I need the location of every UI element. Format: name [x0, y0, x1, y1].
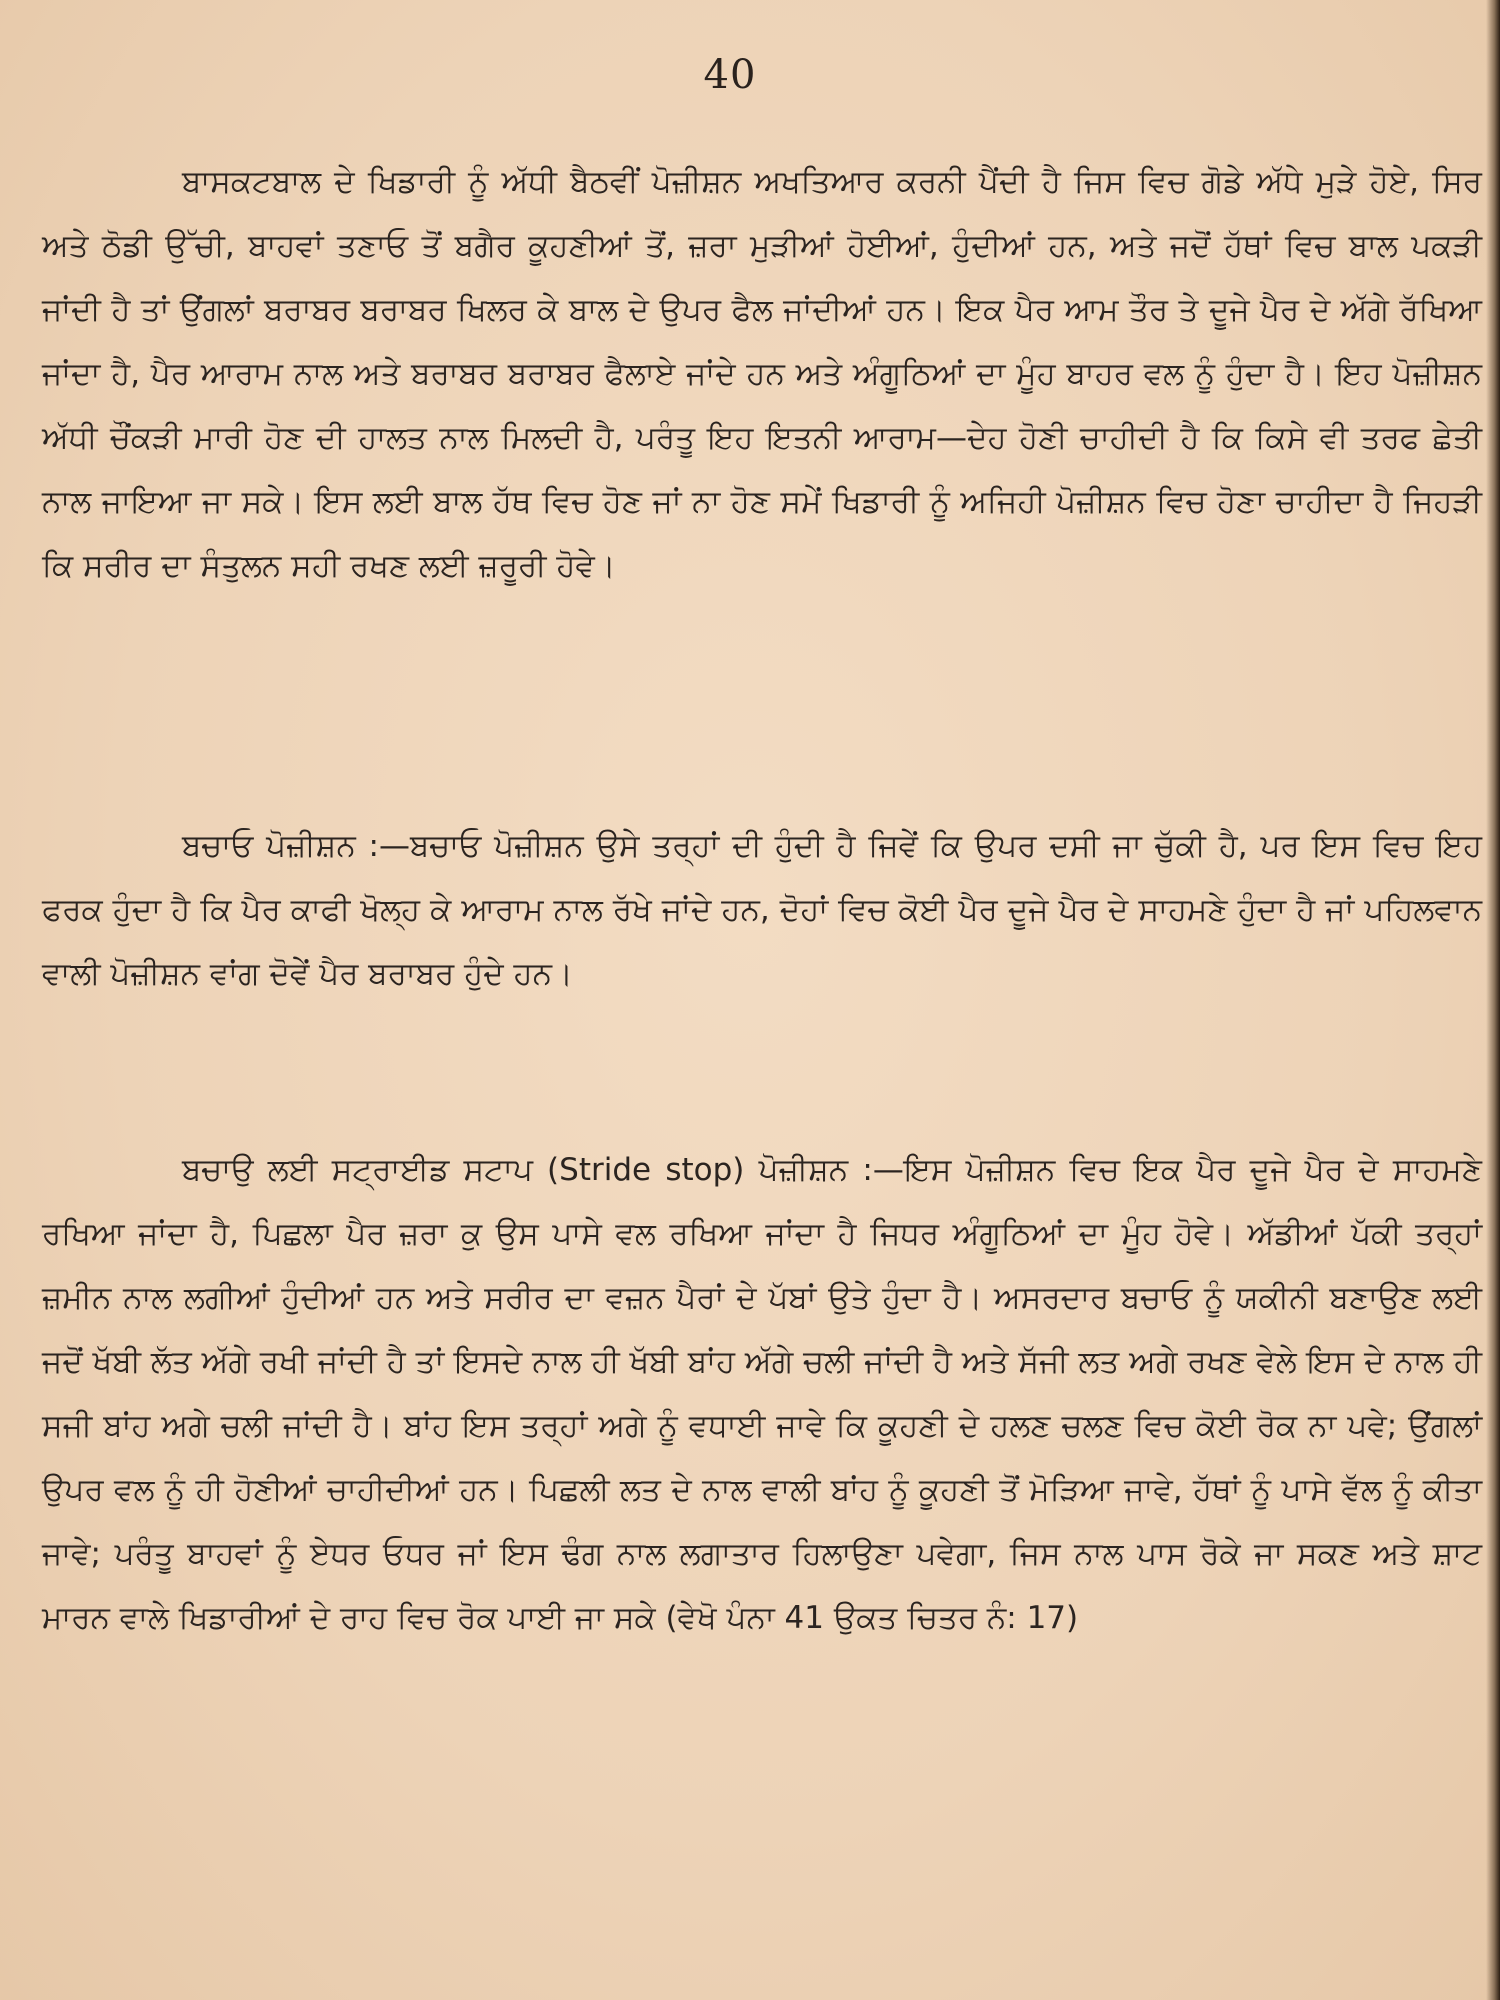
paragraph-text: ਬਾਸਕਟਬਾਲ ਦੇ ਖਿਡਾਰੀ ਨੂੰ ਅੱਧੀ ਬੈਠਵੀਂ ਪੋਜ਼ੀਸ਼ਨ ਅਖਤਿਆਰ ਕਰਨੀ ਪੈਂਦੀ ਹੈ ਜਿਸ ਵਿਚ ਗੋਡੇ ਅੱਧੇ ਮੁੜੇ ਹੋਏ, ਸਿਰ ਅਤੇ ਠੋਡੀ ਉੱਚੀ, ਬਾਹਵਾਂ ਤਣਾਓ ਤੋਂ ਬਗੈਰ ਕੂਹਣੀਆਂ ਤੋਂ, ਜ਼ਰਾ ਮੁੜੀਆਂ ਹੋਈਆਂ, ਹੁੰਦੀਆਂ ਹਨ, ਅਤੇ ਜਦੋਂ ਹੱਥਾਂ ਵਿਚ ਬਾਲ ਪਕੜੀ ਜਾਂਦੀ ਹੈ ਤਾਂ ਉਂਗਲਾਂ ਬਰਾਬਰ ਬਰਾਬਰ ਖਿਲਰ ਕੇ ਬਾਲ ਦੇ ਉਪਰ ਫੈਲ ਜਾਂਦੀਆਂ ਹਨ। ਇਕ ਪੈਰ ਆਮ ਤੌਰ ਤੇ ਦੂਜੇ ਪੈਰ ਦੇ ਅੱਗੇ ਰੱਖਿਆ ਜਾਂਦਾ ਹੈ, ਪੈਰ ਆਰਾਮ ਨਾਲ ਅਤੇ ਬਰਾਬਰ ਬਰਾਬਰ ਫੈਲਾਏ ਜਾਂਦੇ ਹਨ ਅਤੇ ਅੰਗੂਠਿਆਂ ਦਾ ਮੂੰਹ ਬਾਹਰ ਵਲ ਨੂੰ ਹੁੰਦਾ ਹੈ। ਇਹ ਪੋਜ਼ੀਸ਼ਨ ਅੱਧੀ ਚੌਂਕੜੀ ਮਾਰੀ ਹੋਣ ਦੀ ਹਾਲਤ ਨਾਲ ਮਿਲਦੀ ਹੈ, ਪਰੰਤੂ ਇਹ ਇਤਨੀ ਆਰਾਮ—ਦੇਹ ਹੋਣੀ ਚਾਹੀਦੀ ਹੈ ਕਿ ਕਿਸੇ ਵੀ ਤਰਫ ਛੇਤੀ ਨਾਲ ਜਾਇਆ ਜਾ ਸਕੇ। ਇਸ ਲਈ ਬਾਲ ਹੱਥ ਵਿਚ ਹੋਣ ਜਾਂ ਨਾ ਹੋਣ ਸਮੇਂ ਖਿਡਾਰੀ ਨੂੰ ਅਜਿਹੀ ਪੋਜ਼ੀਸ਼ਨ ਵਿਚ ਹੋਣਾ ਚਾਹੀਦਾ ਹੈ ਜਿਹੜੀ ਕਿ ਸਰੀਰ ਦਾ ਸੰਤੁਲਨ ਸਹੀ ਰਖਣ ਲਈ ਜ਼ਰੂਰੀ ਹੋਵੇ।: [42, 164, 1482, 584]
paragraph-basketball-stance: [42, 150, 1482, 598]
paragraph-text: ਬਚਾਓ ਪੋਜ਼ੀਸ਼ਨ :—ਬਚਾਓ ਪੋਜ਼ੀਸ਼ਨ ਉਸੇ ਤਰ੍ਹਾਂ ਦੀ ਹੁੰਦੀ ਹੈ ਜਿਵੇਂ ਕਿ ਉਪਰ ਦਸੀ ਜਾ ਚੁੱਕੀ ਹੈ, ਪਰ ਇਸ ਵਿਚ ਇਹ ਫਰਕ ਹੁੰਦਾ ਹੈ ਕਿ ਪੈਰ ਕਾਫੀ ਖੋਲ੍ਹ ਕੇ ਆਰਾਮ ਨਾਲ ਰੱਖੇ ਜਾਂਦੇ ਹਨ, ਦੋਹਾਂ ਵਿਚ ਕੋਈ ਪੈਰ ਦੂਜੇ ਪੈਰ ਦੇ ਸਾਹਮਣੇ ਹੁੰਦਾ ਹੈ ਜਾਂ ਪਹਿਲਵਾਨ ਵਾਲੀ ਪੋਜ਼ੀਸ਼ਨ ਵਾਂਗ ਦੋਵੇਂ ਪੈਰ ਬਰਾਬਰ ਹੁੰਦੇ ਹਨ।: [42, 828, 1482, 992]
paragraph-stride-stop: [42, 1138, 1482, 1650]
page-number: 40: [703, 52, 757, 98]
paragraph-defense-position: [42, 814, 1482, 1006]
paragraph-text: ਬਚਾਉ ਲਈ ਸਟ੍ਰਾਈਡ ਸਟਾਪ (Stride stop) ਪੋਜ਼ੀਸ਼ਨ :—ਇਸ ਪੋਜ਼ੀਸ਼ਨ ਵਿਚ ਇਕ ਪੈਰ ਦੂਜੇ ਪੈਰ ਦੇ ਸਾਹਮਣੇ ਰਖਿਆ ਜਾਂਦਾ ਹੈ, ਪਿਛਲਾ ਪੈਰ ਜ਼ਰਾ ਕੁ ਉਸ ਪਾਸੇ ਵਲ ਰਖਿਆ ਜਾਂਦਾ ਹੈ ਜਿਧਰ ਅੰਗੂਠਿਆਂ ਦਾ ਮੂੰਹ ਹੋਵੇ। ਅੱਡੀਆਂ ਪੱਕੀ ਤਰ੍ਹਾਂ ਜ਼ਮੀਨ ਨਾਲ ਲਗੀਆਂ ਹੁੰਦੀਆਂ ਹਨ ਅਤੇ ਸਰੀਰ ਦਾ ਵਜ਼ਨ ਪੈਰਾਂ ਦੇ ਪੱਬਾਂ ਉਤੇ ਹੁੰਦਾ ਹੈ। ਅਸਰਦਾਰ ਬਚਾਓ ਨੂੰ ਯਕੀਨੀ ਬਣਾਉਣ ਲਈ ਜਦੋਂ ਖੱਬੀ ਲੱਤ ਅੱਗੇ ਰਖੀ ਜਾਂਦੀ ਹੈ ਤਾਂ ਇਸਦੇ ਨਾਲ ਹੀ ਖੱਬੀ ਬਾਂਹ ਅੱਗੇ ਚਲੀ ਜਾਂਦੀ ਹੈ ਅਤੇ ਸੱਜੀ ਲਤ ਅਗੇ ਰਖਣ ਵੇਲੇ ਇਸ ਦੇ ਨਾਲ ਹੀ ਸਜੀ ਬਾਂਹ ਅਗੇ ਚਲੀ ਜਾਂਦੀ ਹੈ। ਬਾਂਹ ਇਸ ਤਰ੍ਹਾਂ ਅਗੇ ਨੂੰ ਵਧਾਈ ਜਾਵੇ ਕਿ ਕੂਹਣੀ ਦੇ ਹਲਣ ਚਲਣ ਵਿਚ ਕੋਈ ਰੋਕ ਨਾ ਪਵੇ; ਉਂਗਲਾਂ ਉਪਰ ਵਲ ਨੂੰ ਹੀ ਹੋਣੀਆਂ ਚਾਹੀਦੀਆਂ ਹਨ। ਪਿਛਲੀ ਲਤ ਦੇ ਨਾਲ ਵਾਲੀ ਬਾਂਹ ਨੂੰ ਕੂਹਣੀ ਤੋਂ ਮੋੜਿਆ ਜਾਵੇ, ਹੱਥਾਂ ਨੂੰ ਪਾਸੇ ਵੱਲ ਨੂੰ ਕੀਤਾ ਜਾਵੇ; ਪਰੰਤੂ ਬਾਹਵਾਂ ਨੂੰ ਏਧਰ ਓਧਰ ਜਾਂ ਇਸ ਢੰਗ ਨਾਲ ਲਗਾਤਾਰ ਹਿਲਾਉਣਾ ਪਵੇਗਾ, ਜਿਸ ਨਾਲ ਪਾਸ ਰੋਕੇ ਜਾ ਸਕਣ ਅਤੇ ਸ਼ਾਟ ਮਾਰਨ ਵਾਲੇ ਖਿਡਾਰੀਆਂ ਦੇ ਰਾਹ ਵਿਚ ਰੋਕ ਪਾਈ ਜਾ ਸਕੇ (ਵੇਖੋ ਪੰਨਾ 41 ਉਕਤ ਚਿਤਰ ਨੰ: 17): [42, 1152, 1482, 1636]
page-edge-shadow: [1486, 0, 1500, 2000]
